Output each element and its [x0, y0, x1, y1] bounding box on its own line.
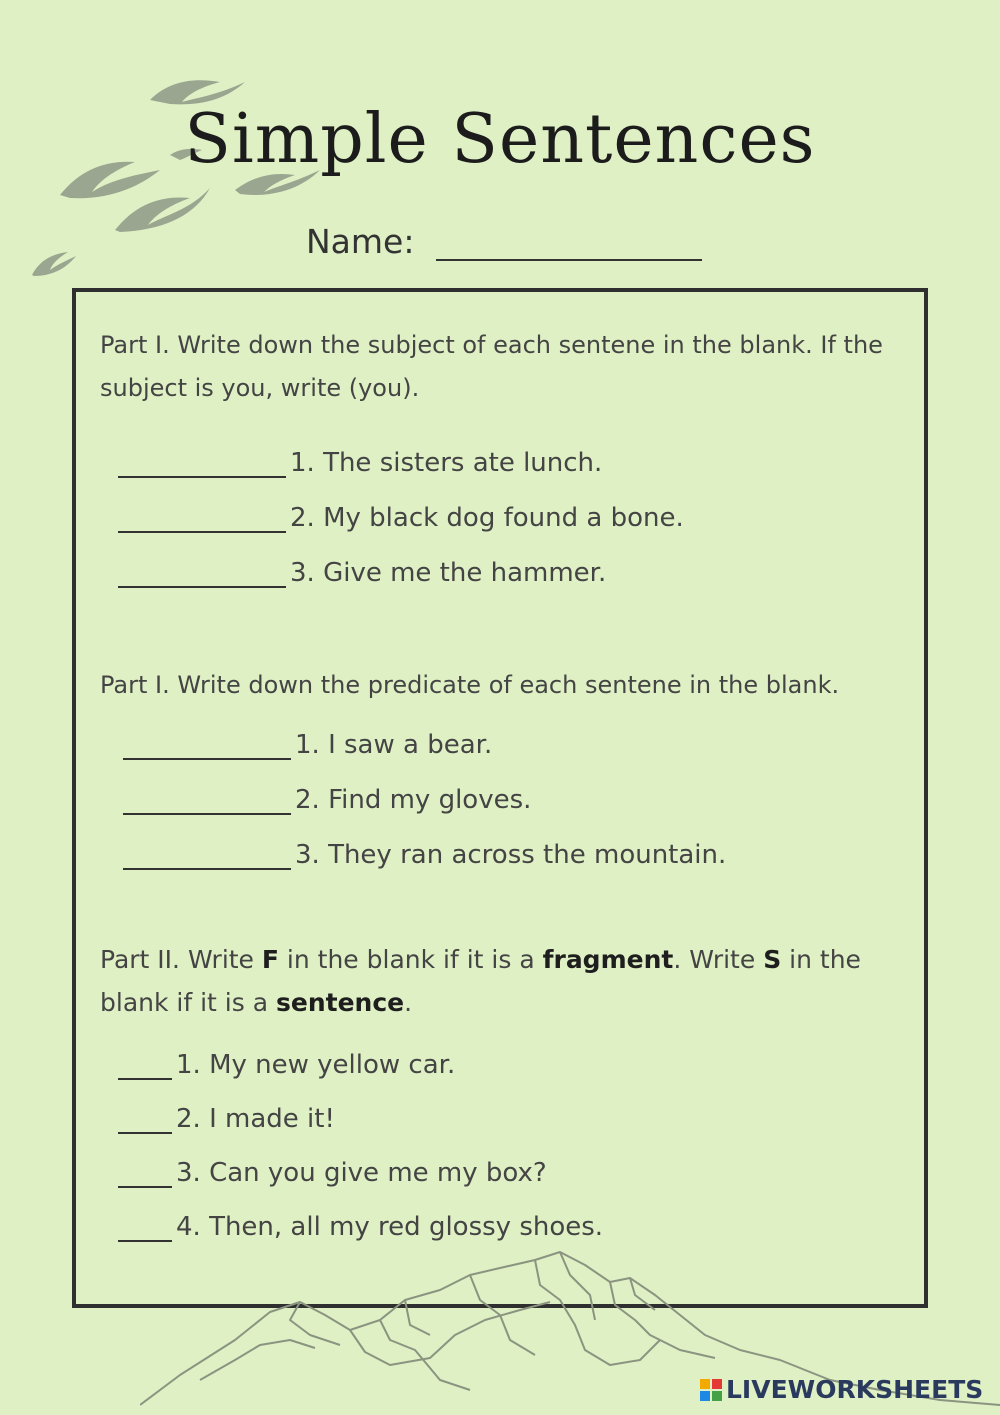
part1-instruction: Part I. Write down the subject of each sentene in the blank. If the subject is you, write (you).	[100, 331, 883, 402]
sentence-text: 3. They ran across the mountain.	[295, 840, 727, 870]
name-row	[306, 222, 702, 261]
sentence-text: 4. Then, all my red glossy shoes.	[176, 1212, 604, 1242]
logo-icon	[700, 1379, 722, 1401]
part3-instruction	[100, 938, 900, 1024]
sentence-text: 1. I saw a bear.	[295, 730, 493, 760]
sentence-text: 1. The sisters ate lunch.	[290, 448, 603, 478]
instr-bold-s: S	[763, 945, 782, 974]
part1-item-2	[118, 503, 684, 533]
answer-blank[interactable]	[118, 1162, 172, 1188]
answer-blank[interactable]	[123, 844, 291, 870]
name-blank[interactable]	[436, 231, 702, 261]
part2-item-1	[123, 730, 492, 760]
logo-text: LIVEWORKSHEETS	[726, 1375, 984, 1404]
part3-item-3	[118, 1158, 547, 1188]
answer-blank[interactable]	[118, 562, 286, 588]
part3-item-1	[118, 1050, 455, 1080]
sentence-text: 2. Find my gloves.	[295, 785, 532, 815]
instr-bold-f: F	[261, 945, 279, 974]
answer-blank[interactable]	[123, 789, 291, 815]
part1-item-1	[118, 448, 602, 478]
part2-item-2	[123, 785, 531, 815]
sentence-text: 3. Can you give me my box?	[176, 1158, 547, 1188]
instr-text: in the blank if it is a	[100, 945, 861, 1017]
part2-instruction: Part I. Write down the predicate of each sentene in the blank.	[100, 671, 840, 699]
answer-blank[interactable]	[118, 507, 286, 533]
answer-blank[interactable]	[118, 1216, 172, 1242]
sentence-text: 3. Give me the hammer.	[290, 558, 607, 588]
sentence-text: 2. My black dog found a bone.	[290, 503, 684, 533]
instr-text: Part II. Write	[100, 945, 262, 974]
sentence-text: 2. I made it!	[176, 1104, 335, 1134]
part1-item-3	[118, 558, 606, 588]
answer-blank[interactable]	[118, 1108, 172, 1134]
instr-text: .	[404, 988, 413, 1017]
part3-item-2	[118, 1104, 335, 1134]
instr-bold-fragment: fragment	[542, 945, 674, 974]
part2-item-3	[123, 840, 726, 870]
answer-blank[interactable]	[118, 452, 286, 478]
liveworksheets-logo	[700, 1375, 983, 1404]
sentence-text: 1. My new yellow car.	[176, 1050, 456, 1080]
name-label: Name:	[306, 222, 415, 261]
instr-bold-sentence: sentence	[275, 988, 405, 1017]
part3-item-4	[118, 1212, 603, 1242]
answer-blank[interactable]	[118, 1054, 172, 1080]
instr-text: . Write	[673, 945, 764, 974]
page-title: Simple Sentences	[184, 100, 816, 179]
answer-blank[interactable]	[123, 734, 291, 760]
instr-text: in the blank if it is a	[278, 945, 543, 974]
